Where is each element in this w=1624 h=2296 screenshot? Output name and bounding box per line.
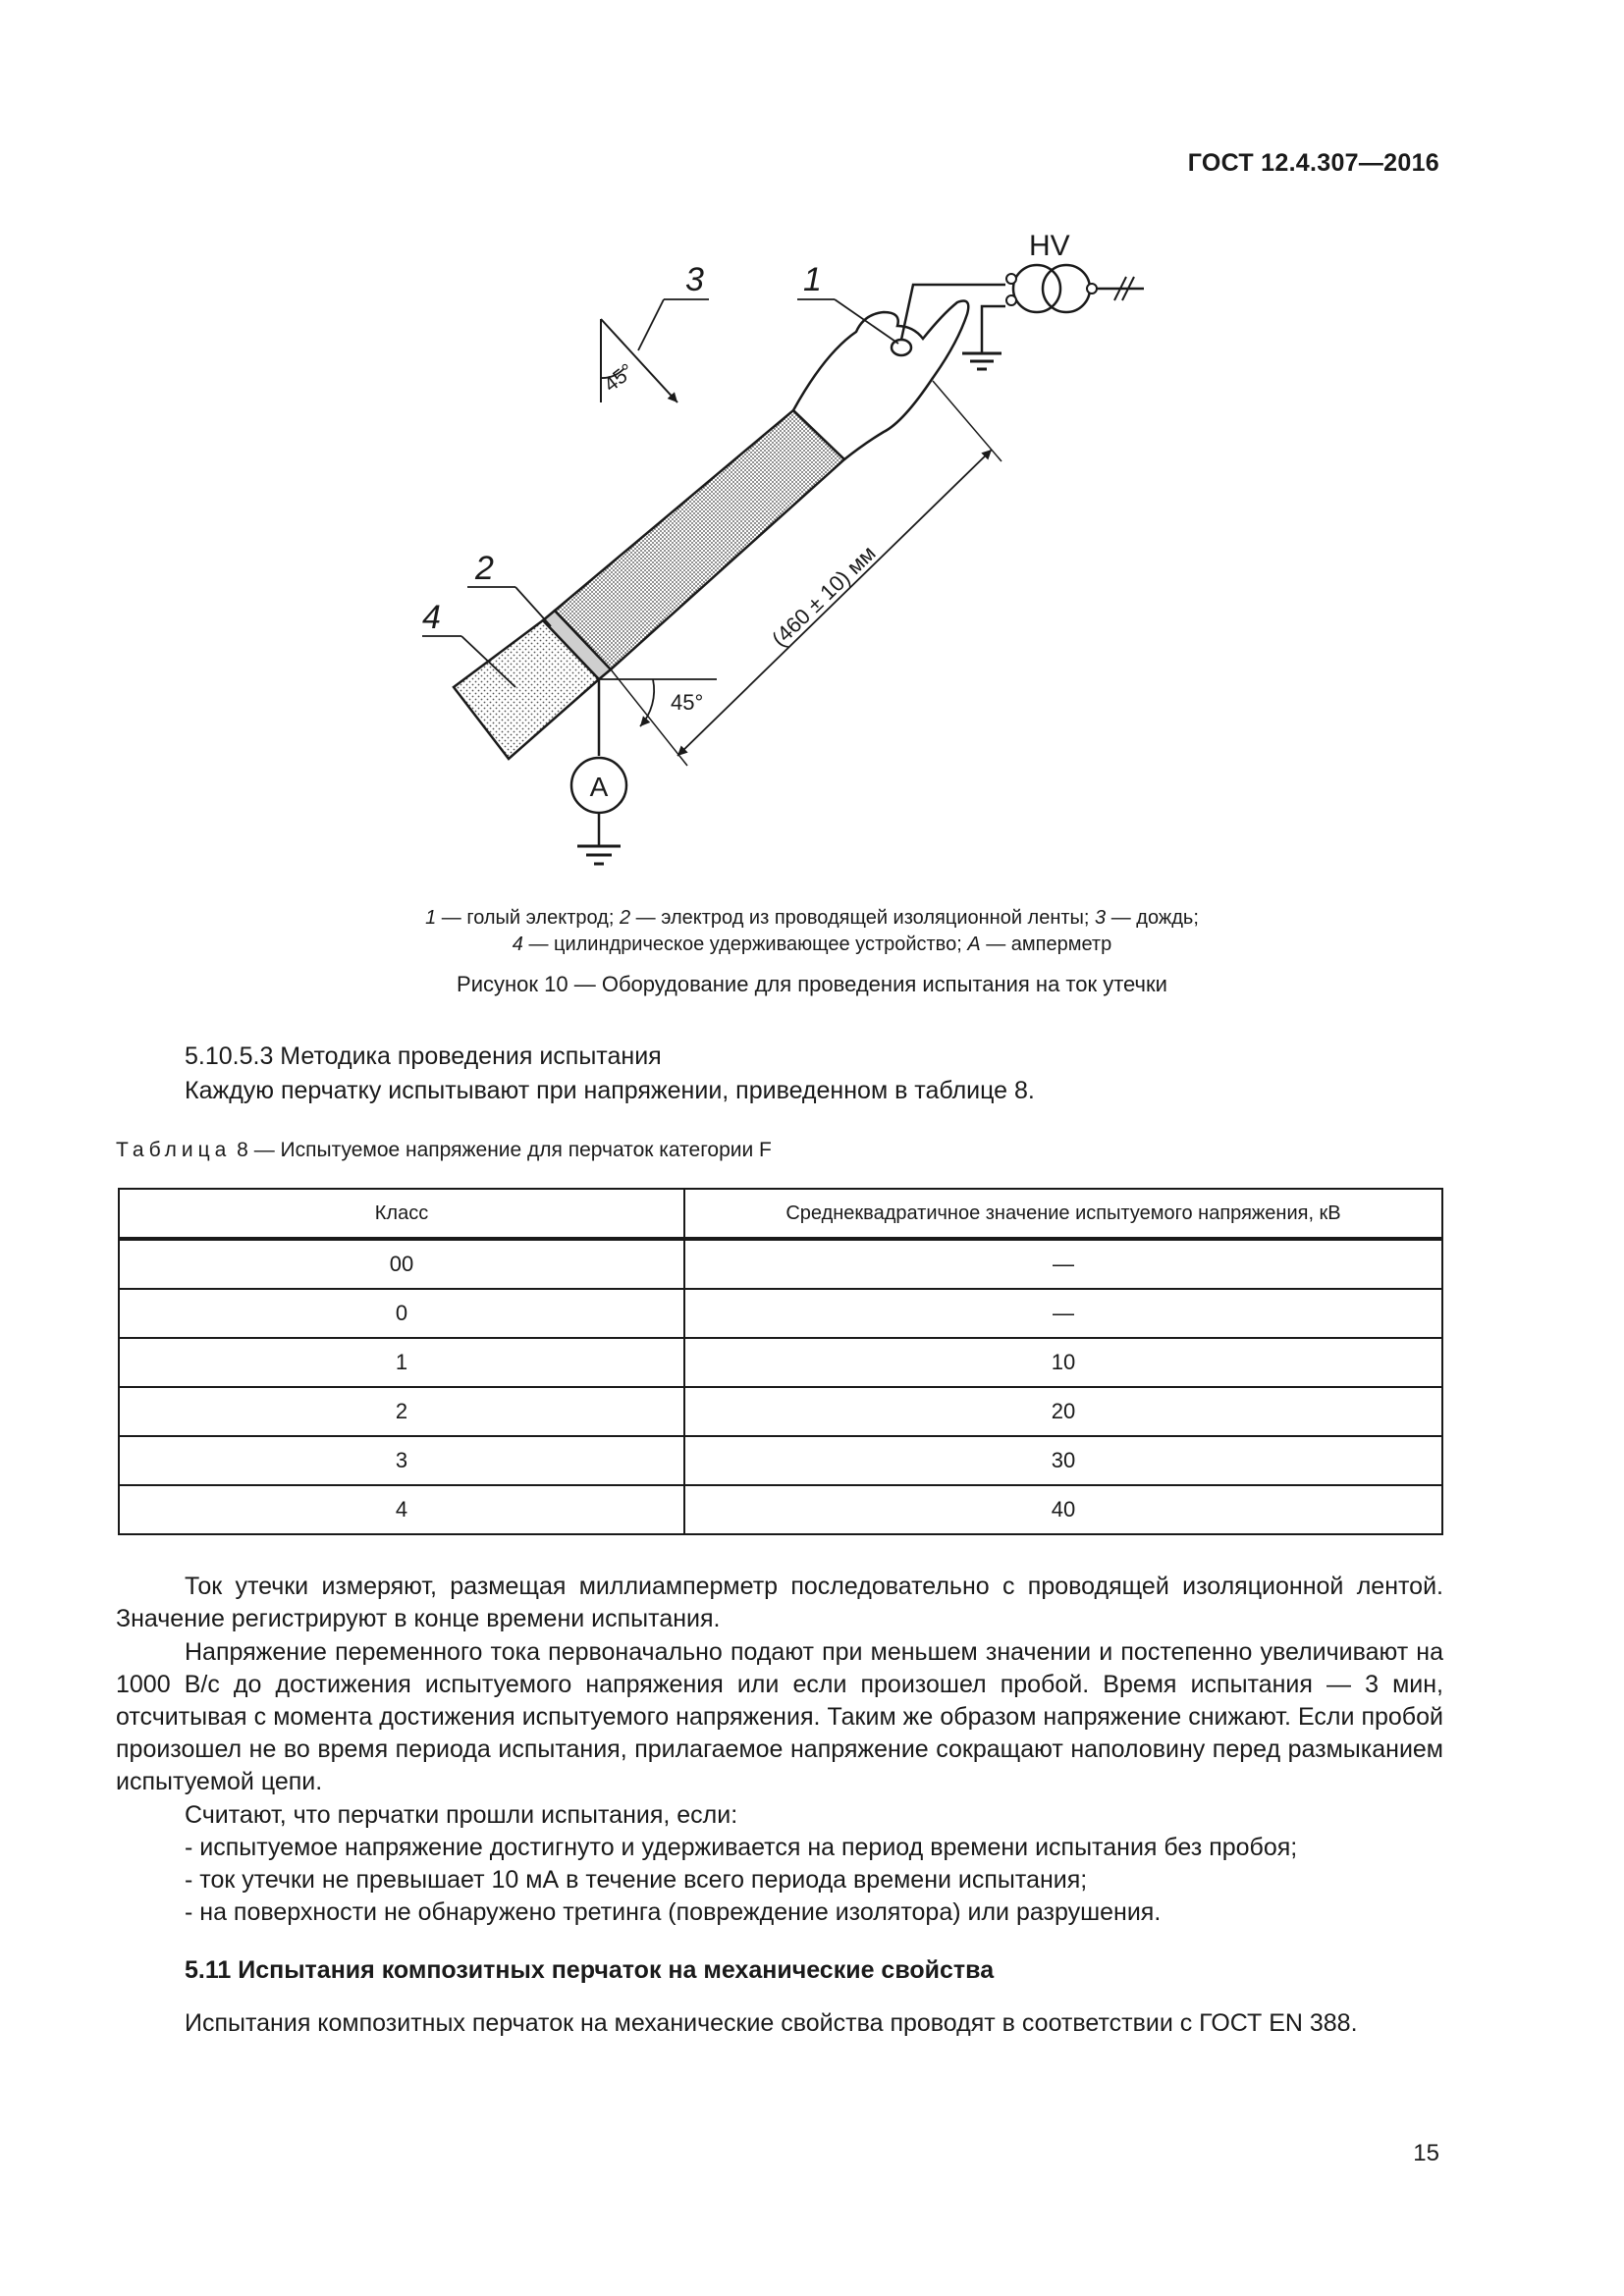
method-heading: 5.10.5.3 Методика проведения испытания xyxy=(185,1042,662,1070)
bare-electrode-shape xyxy=(892,340,911,355)
table-word: Таблица xyxy=(116,1139,232,1161)
voltage-cell: 30 xyxy=(684,1436,1442,1485)
ammeter-label: A xyxy=(589,772,609,802)
figure-10 xyxy=(0,0,1624,942)
label-3: 3 xyxy=(685,261,704,298)
figure-legend-line-1 xyxy=(0,905,1624,932)
legend-key: 1 xyxy=(425,907,437,929)
legend-key: 3 xyxy=(1095,907,1107,929)
legend-text: — амперметр xyxy=(980,934,1112,955)
glove-hand-shape xyxy=(793,301,968,460)
page-number: 15 xyxy=(1413,2140,1439,2166)
legend-text: — электрод из проводящей изоляционной ленты; xyxy=(630,907,1096,929)
voltage-cell: — xyxy=(684,1289,1442,1338)
criteria-item: - на поверхности не обнаружено третинга (повреждение изолятора) или разрушения. xyxy=(185,1898,1162,1926)
angle-bottom-label: 45° xyxy=(671,690,704,715)
voltage-cell: 20 xyxy=(684,1387,1442,1436)
label-4: 4 xyxy=(422,599,441,636)
table-header-row xyxy=(119,1189,1442,1239)
criteria-item: - испытуемое напряжение достигнуто и удерживается на период времени испытания без пробоя; xyxy=(185,1834,1298,1861)
class-cell: 4 xyxy=(119,1485,684,1534)
paragraph-mechanical-tests: Испытания композитных перчаток на механические свойства проводят в соответствии с ГОСТ EN 388. xyxy=(185,2009,1358,2037)
method-text: Каждую перчатку испытывают при напряжении, приведенном в таблице 8. xyxy=(185,1077,1035,1104)
figure-legend-line-2 xyxy=(0,932,1624,958)
class-cell: 00 xyxy=(119,1239,684,1289)
table-title-text: 8 — Испытуемое напряжение для перчаток категории F xyxy=(231,1139,772,1161)
paragraph-pass-criteria: Считают, что перчатки прошли испытания, если: xyxy=(185,1801,738,1829)
class-cell: 1 xyxy=(119,1338,684,1387)
paragraph-voltage-procedure: Напряжение переменного тока первоначально подают при меньшем значении и постепенно увеличивают на 1000 В/с до достижения испытуемого напряжения или если произошел пробой. Время испытания — 3 мин, отсчитывая с момента достижения испытуемого напряжения. Таким же образом напряжение снижают. Если пробой произошел не во время периода испытания, прилагаемое напряжение сокращают наполовину перед размыканием испытуемой цепи. xyxy=(116,1638,1443,1795)
dimension-label: (460 ± 10) мм xyxy=(767,540,881,652)
angle-top-label: 45° xyxy=(599,359,639,397)
table-row xyxy=(119,1387,1442,1436)
voltage-cell: 40 xyxy=(684,1485,1442,1534)
table-title xyxy=(116,1139,772,1162)
class-cell: 0 xyxy=(119,1289,684,1338)
figure-drawing xyxy=(0,0,1624,942)
col-header-class: Класс xyxy=(119,1189,684,1239)
criteria-item: - ток утечки не превышает 10 мА в течение всего периода времени испытания; xyxy=(185,1866,1088,1894)
legend-text: — дождь; xyxy=(1106,907,1199,929)
label-2: 2 xyxy=(475,550,494,587)
legend-key: А xyxy=(967,934,981,955)
paragraph-leakage-current: Ток утечки измеряют, размещая миллиамперметр последовательно с проводящей изоляционной лентой. Значение регистрируют в конце времени испытания. xyxy=(116,1573,1443,1632)
table-row xyxy=(119,1338,1442,1387)
section-heading-5-11: 5.11 Испытания композитных перчаток на механические свойства xyxy=(185,1956,995,1984)
voltage-cell: — xyxy=(684,1239,1442,1289)
table-row xyxy=(119,1485,1442,1534)
voltage-cell: 10 xyxy=(684,1338,1442,1387)
label-1: 1 xyxy=(803,261,822,298)
table-row xyxy=(119,1436,1442,1485)
class-cell: 3 xyxy=(119,1436,684,1485)
table-row xyxy=(119,1239,1442,1289)
class-cell: 2 xyxy=(119,1387,684,1436)
table-row xyxy=(119,1289,1442,1338)
legend-key: 2 xyxy=(619,907,631,929)
table-8 xyxy=(118,1188,1443,1535)
legend-text: — цилиндрическое удерживающее устройство; xyxy=(522,934,968,955)
col-header-voltage: Среднеквадратичное значение испытуемого напряжения, кВ xyxy=(684,1189,1442,1239)
document-code: ГОСТ 12.4.307—2016 xyxy=(1187,149,1439,177)
legend-text: — голый электрод; xyxy=(436,907,620,929)
figure-caption: Рисунок 10 — Оборудование для проведения испытания на ток утечки xyxy=(457,972,1167,996)
hv-label: HV xyxy=(1029,230,1070,262)
legend-key: 4 xyxy=(512,934,523,955)
